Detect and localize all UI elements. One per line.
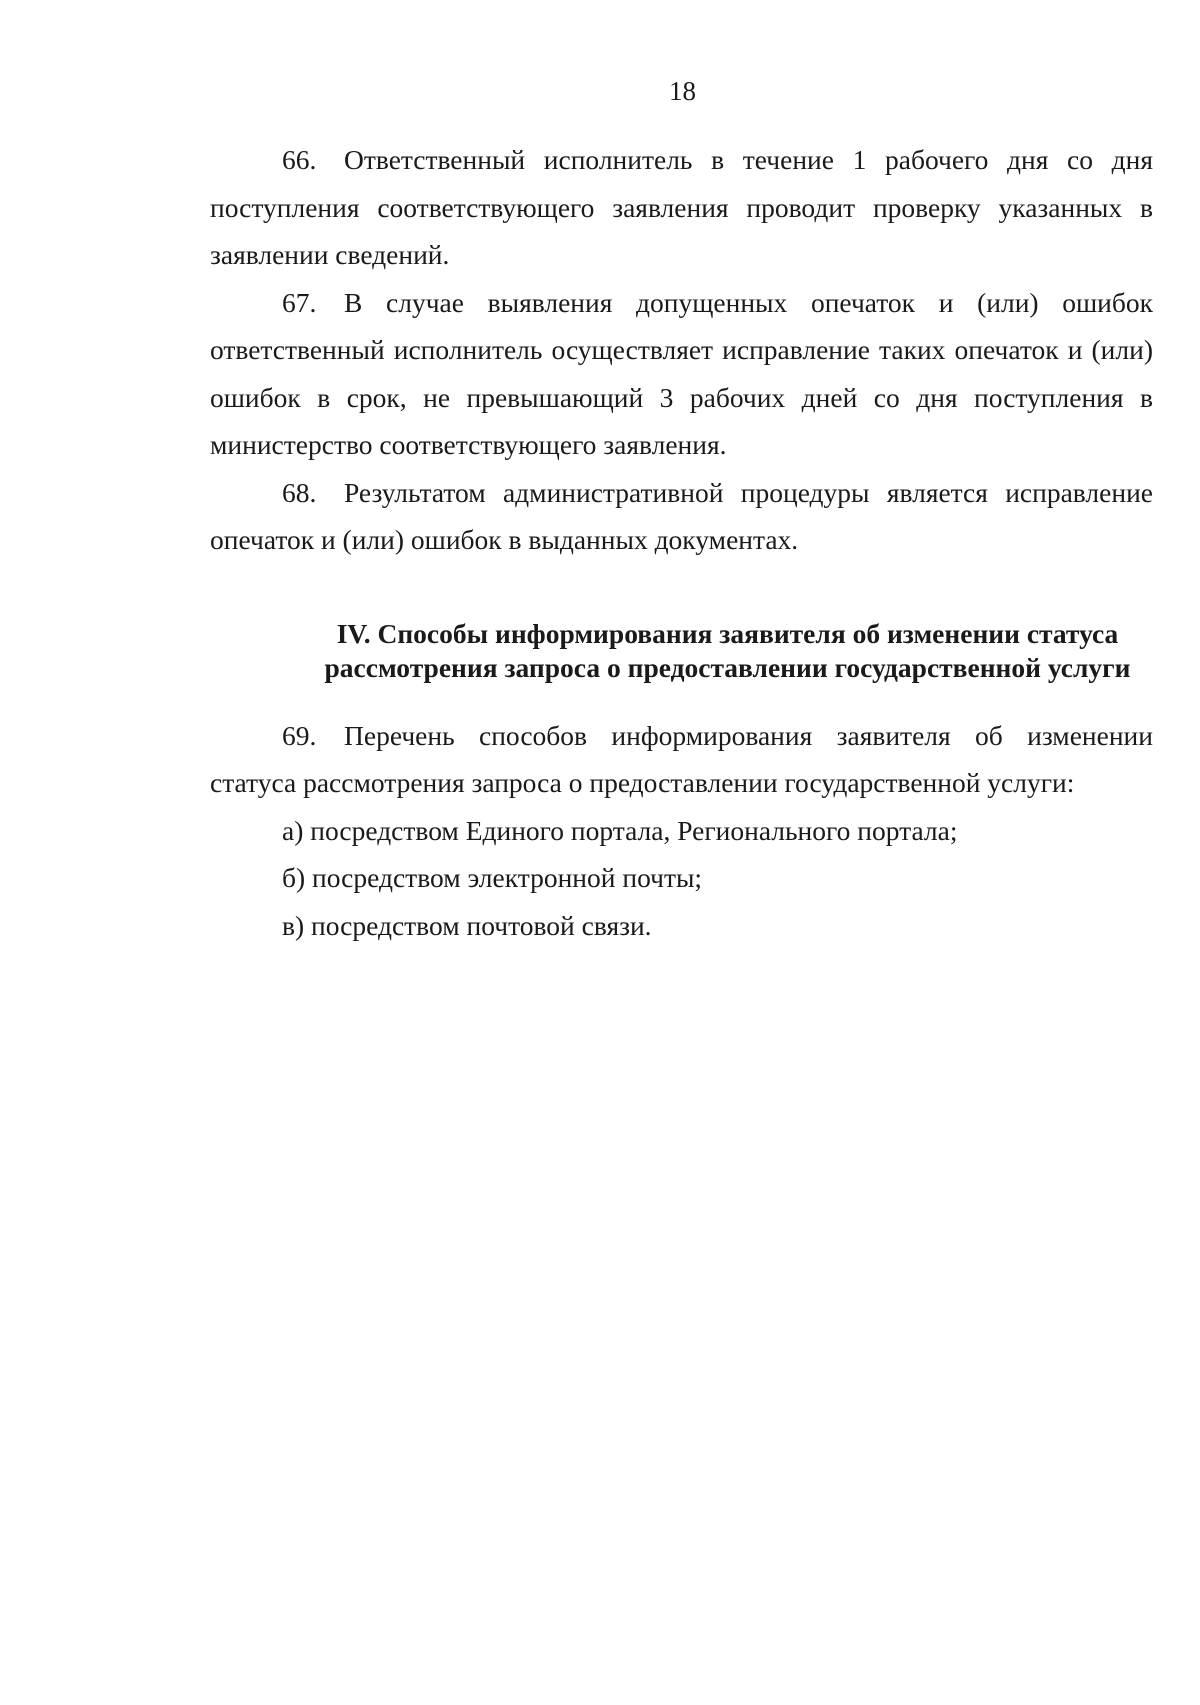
- paragraph-number: 66.: [282, 144, 317, 175]
- list-item-b: б) посредством электронной почты;: [282, 862, 703, 893]
- paragraph-66: [210, 136, 1153, 279]
- paragraph-number: 69.: [282, 719, 317, 751]
- section-heading-line-2: рассмотрения запроса о предоставлении государственной услуги: [324, 651, 1131, 683]
- document-body: [210, 136, 1153, 949]
- paragraph-68: [210, 469, 1153, 564]
- paragraph-number: 67.: [282, 286, 317, 318]
- section-heading-line-1: IV. Способы информирования заявителя об изменении статуса: [336, 617, 1119, 649]
- page-number: 18: [669, 76, 696, 106]
- list-item-a: а) посредством Единого портала, Регионального портала;: [282, 814, 958, 846]
- section-heading: [210, 617, 1153, 685]
- paragraph-text: В случае выявления допущенных опечаток и (или) ошибок ответственный исполнитель осуществляет исправление таких опечаток и (или) ошибок в срок, не превышающий 3 рабочих дней со дня поступления в министерство соответствующего заявления.: [210, 286, 1153, 460]
- list-item-v: в) посредством почтовой связи.: [282, 909, 652, 941]
- paragraph-69: [210, 712, 1153, 807]
- paragraph-text: Результатом административной процедуры является исправление опечаток и (или) ошибок в выданных документах.: [210, 476, 1153, 555]
- paragraph-number: 68.: [282, 476, 317, 508]
- paragraph-text: Ответственный исполнитель в течение 1 рабочего дня со дня поступления соответствующего заявления проводит проверку указанных в заявлении сведений.: [210, 144, 1153, 270]
- paragraph-67: [210, 279, 1153, 469]
- paragraph-text: Перечень способов информирования заявителя об изменении статуса рассмотрения запроса о предоставлении государственной услуги:: [210, 719, 1153, 798]
